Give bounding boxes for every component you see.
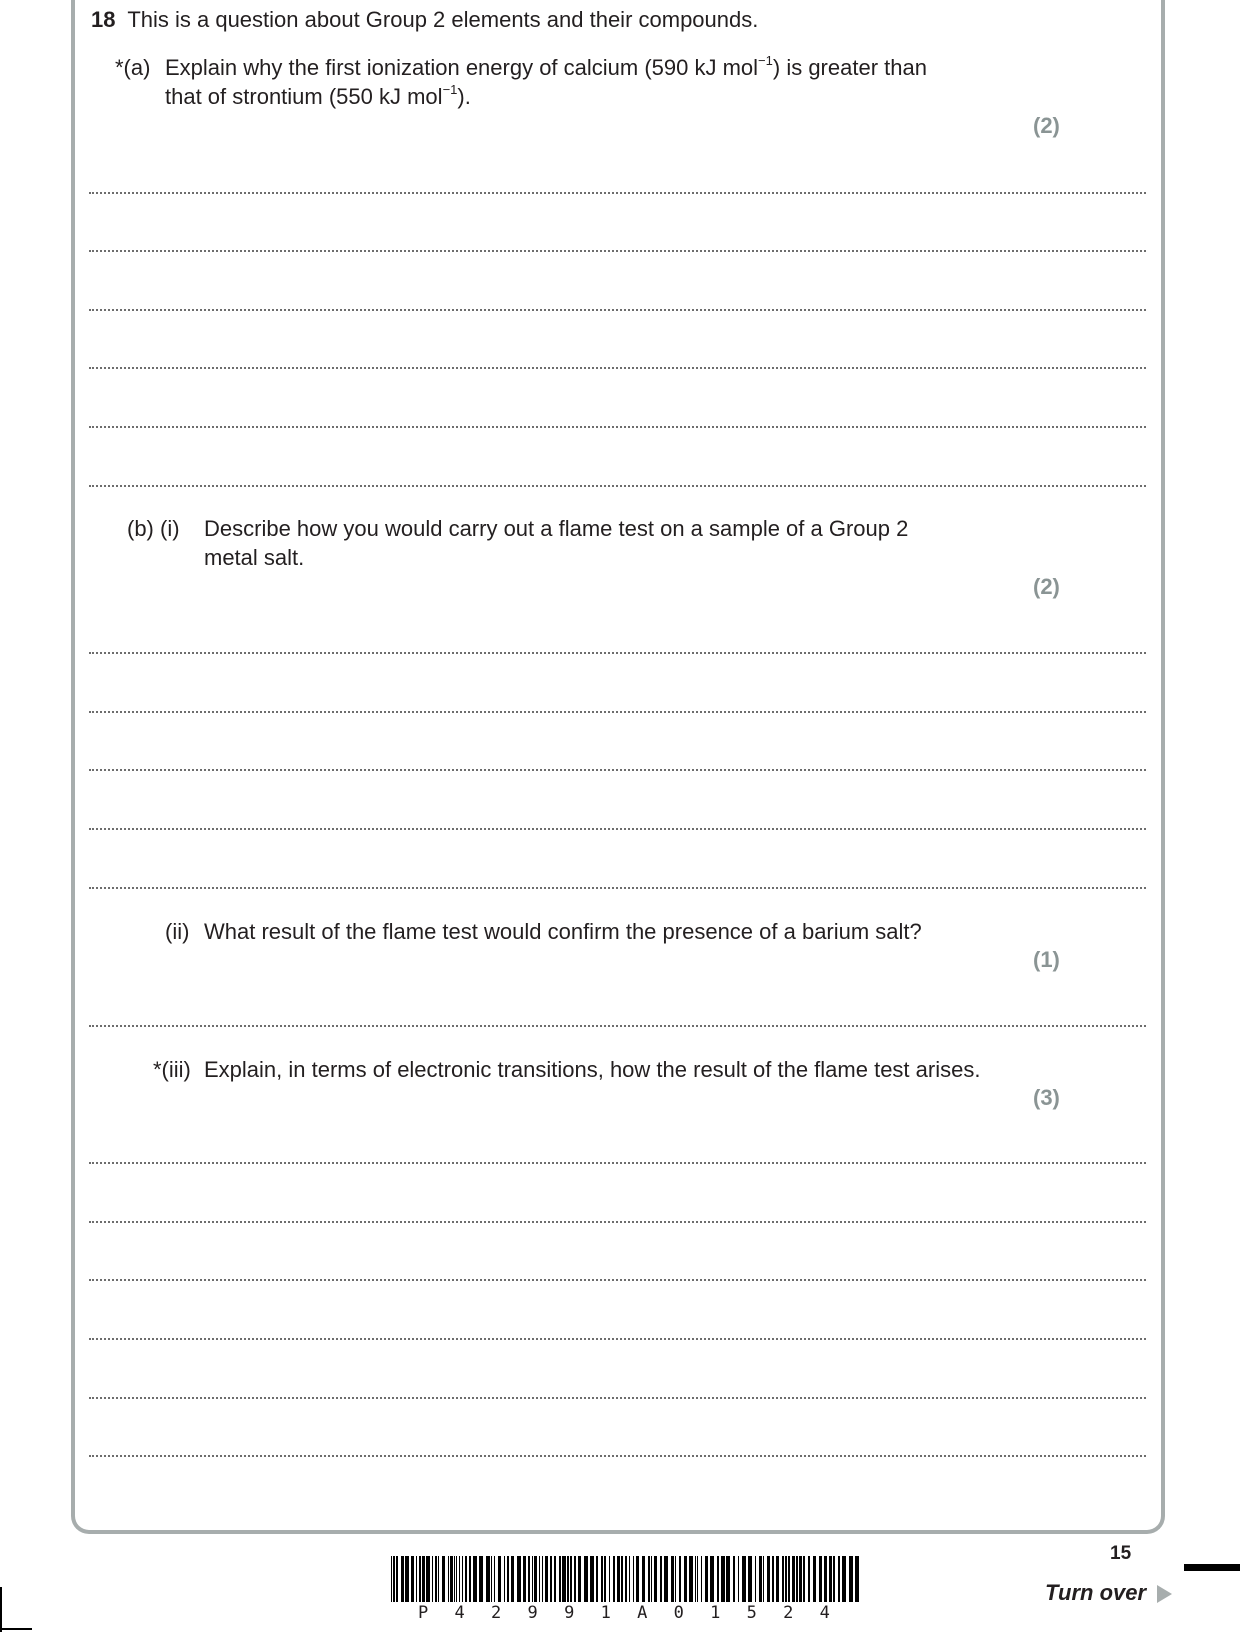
barcode-digit: 0 xyxy=(673,1603,684,1623)
barcode-bar xyxy=(456,1556,457,1602)
barcode-bar xyxy=(479,1556,483,1602)
barcode-bar xyxy=(422,1556,425,1602)
answer-line-b-iii-4[interactable] xyxy=(89,1338,1146,1340)
barcode-bar xyxy=(517,1556,521,1602)
barcode-bar xyxy=(849,1556,853,1602)
answer-line-b-i-1[interactable] xyxy=(89,652,1146,654)
barcode-bar xyxy=(596,1556,598,1602)
barcode-bar xyxy=(545,1556,548,1602)
barcode-bar xyxy=(792,1556,795,1602)
barcode-bar xyxy=(469,1556,471,1602)
part-b-i-label: (b) (i) xyxy=(127,516,180,541)
answer-line-a-4[interactable] xyxy=(89,367,1146,369)
page-edge-marker xyxy=(1184,1564,1240,1571)
answer-line-b-ii-1[interactable] xyxy=(89,1025,1146,1027)
barcode-bar xyxy=(584,1556,588,1602)
answer-line-a-5[interactable] xyxy=(89,426,1146,428)
barcode-bar xyxy=(498,1556,501,1602)
barcode-bar xyxy=(504,1556,505,1602)
barcode-bar xyxy=(855,1556,859,1602)
barcode-bar xyxy=(507,1556,509,1602)
barcode-bar xyxy=(782,1556,784,1602)
barcode-bar xyxy=(701,1556,702,1602)
barcode-digit: P xyxy=(418,1603,429,1623)
barcode-bar xyxy=(454,1556,455,1602)
barcode-bar xyxy=(416,1556,417,1602)
barcode-bar xyxy=(679,1556,681,1602)
barcode-bar xyxy=(432,1556,433,1602)
answer-line-a-6[interactable] xyxy=(89,485,1146,487)
barcode-bar xyxy=(813,1556,816,1602)
barcode-bar xyxy=(796,1556,798,1602)
barcode-bar xyxy=(808,1556,810,1602)
barcode-bar xyxy=(799,1556,802,1602)
question-number: 18 xyxy=(91,7,116,32)
barcode-bar xyxy=(629,1556,630,1602)
barcode-bar xyxy=(542,1556,543,1602)
barcode-bar xyxy=(776,1556,779,1602)
barcode-bar xyxy=(755,1556,756,1602)
barcode-bar xyxy=(675,1556,676,1602)
barcode-bar xyxy=(617,1556,620,1602)
barcode-bar xyxy=(648,1556,650,1602)
barcode-bar xyxy=(491,1556,492,1602)
barcode-bar xyxy=(494,1556,495,1602)
part-a-label: *(a) xyxy=(115,55,151,80)
barcode-bar xyxy=(829,1556,832,1602)
barcode-bar xyxy=(785,1556,787,1602)
answer-line-b-iii-1[interactable] xyxy=(89,1162,1146,1164)
barcode-bar xyxy=(664,1556,668,1602)
barcode-digit: 1 xyxy=(710,1603,721,1623)
barcode-bar xyxy=(438,1556,439,1602)
part-b-i-question-line2: metal salt. xyxy=(204,545,305,570)
barcode-bar xyxy=(511,1556,514,1602)
barcode-bar xyxy=(621,1556,623,1602)
part-b-iii-question: Explain, in terms of electronic transitions, how the result of the flame test arises. xyxy=(204,1057,981,1082)
barcode-bar xyxy=(767,1556,770,1602)
turn-over-label: Turn over xyxy=(1045,1580,1147,1605)
crop-mark xyxy=(0,1587,2,1632)
barcode-bar xyxy=(570,1556,572,1602)
barcode-bar xyxy=(748,1556,752,1602)
barcode-bar xyxy=(450,1556,453,1602)
barcode-bar xyxy=(554,1556,556,1602)
barcode-bar xyxy=(763,1556,764,1602)
part-a-question-line2: that of strontium (550 kJ mol$^{-1}$). xyxy=(165,81,471,109)
answer-line-b-i-2[interactable] xyxy=(89,711,1146,713)
barcode-bar xyxy=(609,1556,610,1602)
part-b-iii-marks: (3) xyxy=(1033,1085,1060,1110)
barcode-bar xyxy=(532,1556,533,1602)
answer-line-b-i-4[interactable] xyxy=(89,828,1146,830)
crop-mark xyxy=(0,1628,32,1630)
barcode-bar xyxy=(705,1556,708,1602)
barcode-bar xyxy=(539,1556,540,1602)
barcode-bar xyxy=(651,1556,652,1602)
barcode-bar xyxy=(405,1556,409,1602)
barcode-bar xyxy=(523,1556,526,1602)
barcode-bar xyxy=(759,1556,762,1602)
barcode-bar xyxy=(574,1556,576,1602)
barcode-bar xyxy=(550,1556,552,1602)
barcode-digit: 2 xyxy=(491,1603,502,1623)
barcode-bar xyxy=(486,1556,490,1602)
barcode-bar xyxy=(842,1556,846,1602)
barcode-bar xyxy=(534,1556,537,1602)
barcode-bar xyxy=(559,1556,561,1602)
answer-line-b-iii-5[interactable] xyxy=(89,1397,1146,1399)
barcode-bar xyxy=(788,1556,790,1602)
barcode-bar xyxy=(726,1556,730,1602)
barcode-bar xyxy=(636,1556,639,1602)
barcode-bar xyxy=(625,1556,627,1602)
barcode-bar xyxy=(695,1556,696,1602)
part-b-i-marks: (2) xyxy=(1033,574,1060,599)
barcode-digit: 2 xyxy=(783,1603,794,1623)
barcode-digit: 4 xyxy=(454,1603,465,1623)
barcode-bar xyxy=(459,1556,460,1602)
answer-line-a-2[interactable] xyxy=(89,250,1146,252)
barcode-bar xyxy=(411,1556,414,1602)
barcode-bar xyxy=(601,1556,603,1602)
barcode-bar xyxy=(465,1556,467,1602)
barcode-bar xyxy=(654,1556,657,1602)
answer-line-b-i-5[interactable] xyxy=(89,887,1146,889)
barcode-bar xyxy=(462,1556,463,1602)
question-intro-text: This is a question about Group 2 elements and their compounds. xyxy=(127,7,759,32)
barcode-bar xyxy=(742,1556,746,1602)
barcode-bar xyxy=(697,1556,698,1602)
answer-line-b-iii-2[interactable] xyxy=(89,1221,1146,1223)
answer-line-b-i-3[interactable] xyxy=(89,769,1146,771)
turn-over-arrow-icon xyxy=(1157,1585,1172,1603)
barcode xyxy=(391,1556,861,1602)
part-b-i-question-line1: Describe how you would carry out a flame test on a sample of a Group 2 xyxy=(204,516,909,541)
barcode-bar xyxy=(833,1556,835,1602)
answer-line-b-iii-3[interactable] xyxy=(89,1279,1146,1281)
barcode-digit: 4 xyxy=(819,1603,830,1623)
page-number: 15 xyxy=(1110,1543,1132,1564)
barcode-digit: 9 xyxy=(527,1603,538,1623)
barcode-bar xyxy=(660,1556,662,1602)
answer-line-a-3[interactable] xyxy=(89,309,1146,311)
barcode-bar xyxy=(604,1556,606,1602)
answer-line-a-1[interactable] xyxy=(89,192,1146,194)
part-b-ii-question: What result of the flame test would confirm the presence of a barium salt? xyxy=(204,919,922,944)
barcode-bar xyxy=(689,1556,693,1602)
barcode-bar xyxy=(684,1556,687,1602)
barcode-bar xyxy=(633,1556,634,1602)
barcode-bar xyxy=(642,1556,645,1602)
part-a-question-line1: Explain why the first ionization energy of calcium (590 kJ mol$^{-1}$) is greater than xyxy=(165,52,927,80)
barcode-bar xyxy=(578,1556,581,1602)
barcode-bar xyxy=(473,1556,477,1602)
barcode-bar xyxy=(717,1556,719,1602)
barcode-bar xyxy=(419,1556,421,1602)
question-intro xyxy=(91,5,758,34)
barcode-bar xyxy=(824,1556,827,1602)
barcode-digit: 1 xyxy=(600,1603,611,1623)
barcode-bar xyxy=(391,1556,392,1602)
part-b-ii-label: (ii) xyxy=(165,919,190,944)
barcode-bar xyxy=(528,1556,530,1602)
barcode-bar xyxy=(393,1556,395,1602)
barcode-digit: 9 xyxy=(564,1603,575,1623)
barcode-bar xyxy=(613,1556,615,1602)
barcode-bar xyxy=(721,1556,725,1602)
part-b-ii-marks: (1) xyxy=(1033,947,1060,972)
barcode-bar xyxy=(803,1556,805,1602)
barcode-bar xyxy=(738,1556,739,1602)
answer-line-b-iii-6[interactable] xyxy=(89,1455,1146,1457)
barcode-bar xyxy=(435,1556,437,1602)
barcode-bar xyxy=(396,1556,398,1602)
barcode-bar xyxy=(710,1556,714,1602)
part-a-marks: (2) xyxy=(1033,113,1060,138)
barcode-bar xyxy=(567,1556,569,1602)
barcode-bar xyxy=(590,1556,594,1602)
barcode-bar xyxy=(772,1556,774,1602)
barcode-digit: 5 xyxy=(746,1603,757,1623)
answer-box-frame xyxy=(71,0,1165,1534)
barcode-bar xyxy=(442,1556,445,1602)
barcode-bar xyxy=(401,1556,404,1602)
barcode-digits xyxy=(418,1603,830,1623)
barcode-bar xyxy=(562,1556,566,1602)
part-b-iii-label: *(iii) xyxy=(153,1057,191,1082)
barcode-digit: A xyxy=(637,1603,648,1623)
barcode-bar xyxy=(819,1556,822,1602)
barcode-bar xyxy=(838,1556,840,1602)
barcode-bar xyxy=(671,1556,674,1602)
barcode-bar xyxy=(426,1556,430,1602)
barcode-bar xyxy=(733,1556,735,1602)
barcode-bar xyxy=(448,1556,449,1602)
